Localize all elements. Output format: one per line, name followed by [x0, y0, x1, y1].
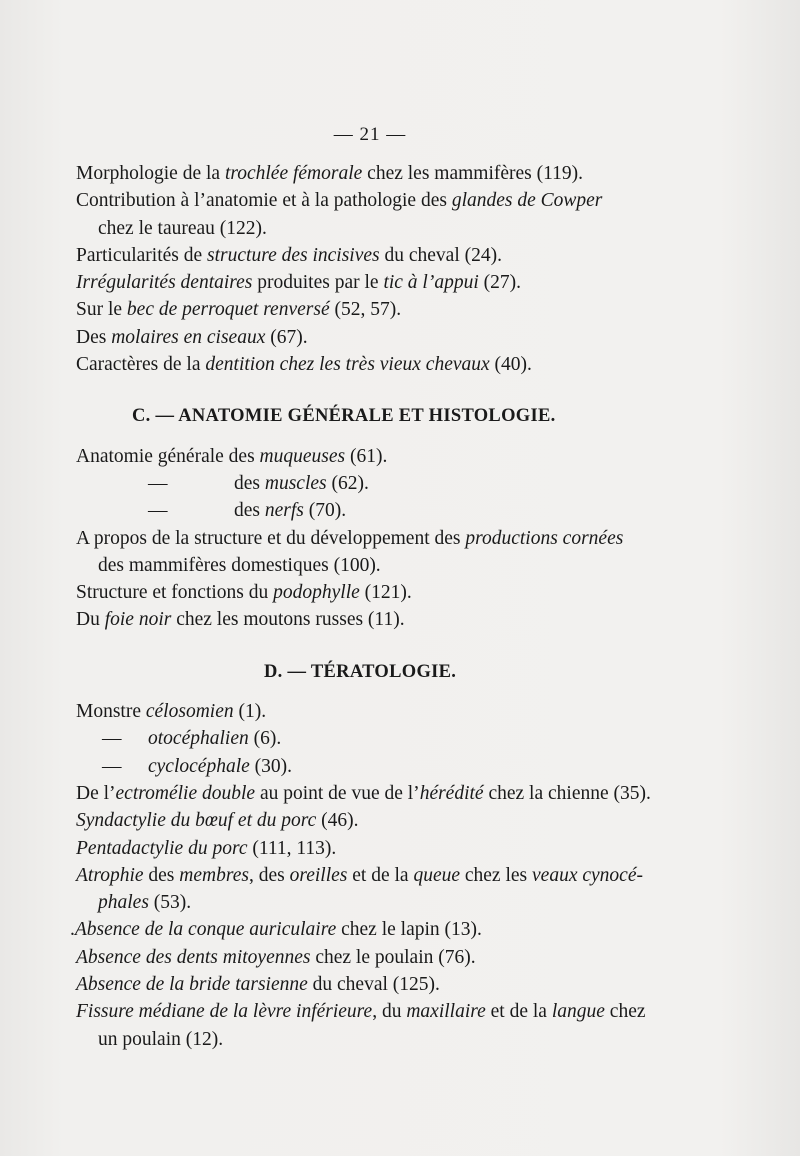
entry-incisives: Particularités de structure des incisives du cheval (24). [76, 244, 502, 266]
entry-bride-tarsienne: Absence de la bride tarsienne du cheval (125). [76, 974, 440, 996]
entry-dents-mitoyennes: Absence des dents mitoyennes chez le poulain (76). [76, 946, 476, 968]
section-c-heading: C. — ANATOMIE GÉNÉRALE ET HISTOLOGIE. [132, 406, 556, 427]
entry-dentition: Caractères de la dentition chez les très vieux chevaux (40). [76, 354, 532, 376]
entry-glandes-cowper-cont: chez le taureau (122). [98, 217, 267, 239]
entry-bec-perroquet: Sur le bec de perroquet renversé (52, 57). [76, 299, 402, 321]
page-body [70, 160, 676, 1053]
entry-productions-cornees-cont: des mammifères domestiques (100). [98, 554, 381, 576]
entry-atrophie: Atrophie des membres, des oreilles et de la queue chez les veaux cynocé- [76, 864, 643, 886]
entry-foie-noir: Du foie noir chez les moutons russes (11). [76, 609, 405, 631]
entry-fissure-mediane: Fissure médiane de la lèvre inférieure, du maxillaire et de la langue chez [76, 1001, 646, 1023]
entry-conque-auriculaire: .Absence de la conque auriculaire chez le lapin (13). [70, 919, 482, 941]
entry-fissure-mediane-cont: un poulain (12). [98, 1028, 224, 1050]
entry-irregularites: Irrégularités dentaires produites par le tic à l’appui (27). [76, 272, 522, 294]
entry-ectromelie: De l’ectromélie double au point de vue de l’hérédité chez la chienne (35). [76, 782, 651, 804]
entry-syndactylie: Syndactylie du bœuf et du porc (46). [76, 810, 359, 832]
entry-trochlee: Morphologie de la trochlée fémorale chez les mammifères (119). [76, 163, 584, 184]
entry-otocephalien: — otocéphalien (6). [102, 728, 282, 750]
entry-muqueuses: Anatomie générale des muqueuses (61). [76, 445, 388, 467]
entry-molaires: Des molaires en ciseaux (67). [76, 326, 308, 348]
entry-muscles: — des muscles (62). [148, 472, 369, 494]
entry-podophylle: Structure et fonctions du podophylle (121). [76, 582, 412, 604]
entry-pentadactylie: Pentadactylie du porc (111, 113). [76, 837, 337, 859]
page-number: — 21 — [333, 124, 407, 145]
entry-atrophie-cont: phales (53). [98, 892, 192, 914]
section-d-heading: D. — TÉRATOLOGIE. [264, 661, 457, 682]
entry-glandes-cowper: Contribution à l’anatomie et à la pathologie des glandes de Cowper [76, 190, 603, 212]
entry-nerfs: — des nerfs (70). [148, 500, 347, 522]
entry-celosomien: Monstre célosomien (1). [76, 701, 267, 723]
entry-productions-cornees: A propos de la structure et du développement des productions cornées [76, 527, 624, 549]
entry-cyclocephale: — cyclocéphale (30). [102, 755, 293, 777]
